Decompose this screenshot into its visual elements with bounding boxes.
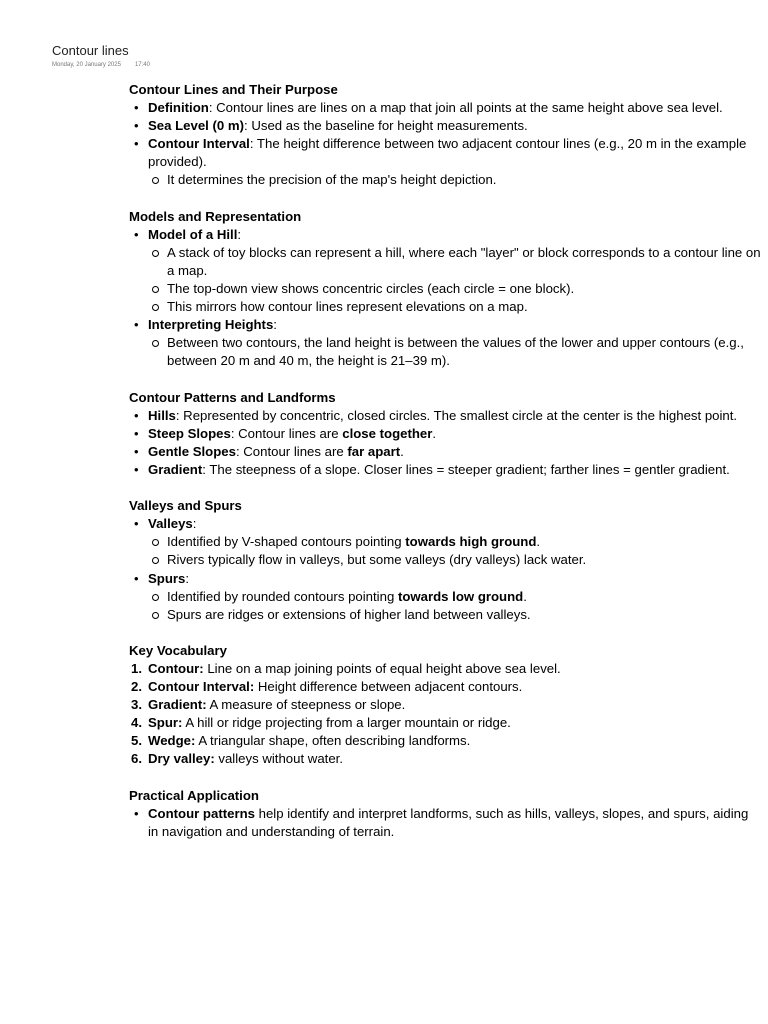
section-heading: Key Vocabulary [129, 642, 227, 658]
sub-list-item: This mirrors how contour lines represent elevations on a map. [148, 298, 761, 316]
page-title: Contour lines [52, 43, 129, 58]
section-valleys-spurs [129, 497, 761, 624]
sub-list-item [148, 533, 761, 551]
item-term: Gentle Slopes [148, 443, 236, 459]
sub-list-item: Spurs are ridges or extensions of higher land between valleys. [148, 606, 761, 624]
item-text: : [185, 570, 190, 586]
vocab-item [129, 750, 761, 768]
item-term: Spur: [148, 715, 183, 731]
numbered-list [129, 660, 761, 769]
list-item-interpreting-heights [129, 316, 761, 370]
item-text: : [192, 516, 197, 532]
item-term: Interpreting Heights [148, 317, 274, 333]
item-emphasis: towards high ground [405, 534, 537, 550]
list-item-contour-interval [129, 135, 761, 189]
item-text-end: . [523, 588, 527, 604]
item-text: help identify and interpret landforms, such as hills, valleys, slopes, and spurs, aiding in navigation and understanding of terrain. [148, 805, 749, 839]
bullet-list [129, 805, 761, 841]
item-term: Contour Interval [148, 136, 250, 152]
sub-list-item: Rivers typically flow in valleys, but some valleys (dry valleys) lack water. [148, 551, 761, 569]
item-text-end: . [400, 443, 404, 459]
item-term: Spurs [148, 570, 186, 586]
item-text: : [237, 226, 242, 242]
item-text: : Contour lines are lines on a map that join all points at the same height above sea level. [208, 100, 723, 116]
section-models [129, 208, 761, 371]
item-text: Line on a map joining points of equal height above sea level. [203, 661, 561, 676]
item-term: Dry valley: [148, 751, 215, 767]
section-patterns [129, 389, 761, 479]
item-text: : Represented by concentric, closed circles. The smallest circle at the center is the highest point. [175, 407, 738, 423]
item-text-end: . [432, 425, 437, 441]
vocab-item [129, 714, 761, 732]
page-time: 17:40 [134, 62, 150, 68]
section-heading: Contour Patterns and Landforms [129, 389, 336, 405]
sub-list [148, 588, 761, 624]
sub-list-item [148, 588, 761, 606]
item-emphasis: towards low ground [397, 588, 524, 604]
section-heading: Models and Representation [129, 208, 302, 224]
page-date: Monday, 20 January 2025 [52, 62, 121, 68]
section-heading: Contour Lines and Their Purpose [129, 82, 338, 97]
sub-list [148, 171, 761, 189]
item-term: Contour Interval: [148, 679, 255, 695]
item-emphasis: close together [342, 425, 433, 441]
sub-list-item: The top-down view shows concentric circles (each circle = one block). [148, 280, 761, 298]
sub-list-item: Between two contours, the land height is between the values of the lower and upper contours (e.g., between 20 m and 40 m, the height is 21–39 m). [148, 334, 761, 370]
vocab-item [129, 732, 761, 750]
item-term: Sea Level (0 m) [148, 118, 245, 134]
list-item-contour-patterns [129, 805, 761, 841]
item-text: : The height difference between two adjacent contour lines (e.g., 20 m in the example provided). [148, 136, 747, 170]
section-heading: Practical Application [129, 787, 259, 803]
item-text: : Contour lines are [230, 425, 343, 441]
section-practical-application [129, 787, 761, 841]
page-metadata [52, 62, 150, 68]
item-emphasis: far apart [347, 443, 401, 459]
sub-list [148, 244, 761, 316]
note-body [129, 81, 761, 841]
item-term: Steep Slopes [148, 425, 231, 441]
bullet-list [129, 515, 761, 624]
sub-list [148, 334, 761, 370]
item-term: Contour patterns [148, 805, 255, 821]
bullet-list [129, 407, 761, 479]
list-item-valleys [129, 515, 761, 569]
list-item-sea-level [129, 117, 761, 135]
section-purpose [129, 81, 761, 190]
list-item-spurs [129, 570, 761, 624]
sub-list-item: It determines the precision of the map's height depiction. [148, 171, 761, 189]
item-text: Identified by rounded contours pointing [167, 588, 398, 604]
bullet-list [129, 226, 761, 371]
section-heading: Valleys and Spurs [129, 498, 242, 514]
sub-list-item: A stack of toy blocks can represent a hill, where each "layer" or block corresponds to a contour line on a map. [148, 244, 761, 280]
item-text: Identified by V-shaped contours pointing [167, 534, 406, 550]
item-term: Valleys [148, 516, 193, 532]
list-item-definition [129, 99, 761, 117]
list-item-steep-slopes [129, 425, 761, 443]
list-item-hills [129, 407, 761, 425]
item-term: Hills [148, 407, 176, 423]
item-term: Wedge: [148, 733, 196, 749]
list-item-model-of-hill [129, 226, 761, 316]
item-term: Model of a Hill [148, 226, 238, 242]
vocab-item [129, 660, 761, 678]
item-text: : The steepness of a slope. Closer lines = steeper gradient; farther lines = gentler gradient. [202, 461, 730, 477]
list-item-gentle-slopes [129, 443, 761, 461]
item-term: Contour: [148, 661, 204, 676]
item-term: Gradient: [148, 697, 207, 713]
item-term: Definition [148, 100, 209, 116]
sub-list [148, 533, 761, 569]
item-text: : Used as the baseline for height measurements. [244, 118, 528, 134]
section-key-vocabulary [129, 642, 761, 769]
list-item-gradient [129, 461, 761, 479]
item-text: : Contour lines are [235, 443, 348, 459]
item-text: Height difference between adjacent contours. [254, 679, 523, 695]
item-term: Gradient [148, 461, 203, 477]
bullet-list [129, 99, 761, 189]
vocab-item [129, 696, 761, 714]
item-text: : [273, 317, 277, 333]
item-text: A measure of steepness or slope. [206, 697, 406, 713]
item-text: valleys without water. [214, 751, 343, 767]
item-text-end: . [536, 534, 541, 550]
vocab-item [129, 678, 761, 696]
item-text: A triangular shape, often describing landforms. [195, 733, 471, 749]
item-text: A hill or ridge projecting from a larger mountain or ridge. [182, 715, 511, 731]
